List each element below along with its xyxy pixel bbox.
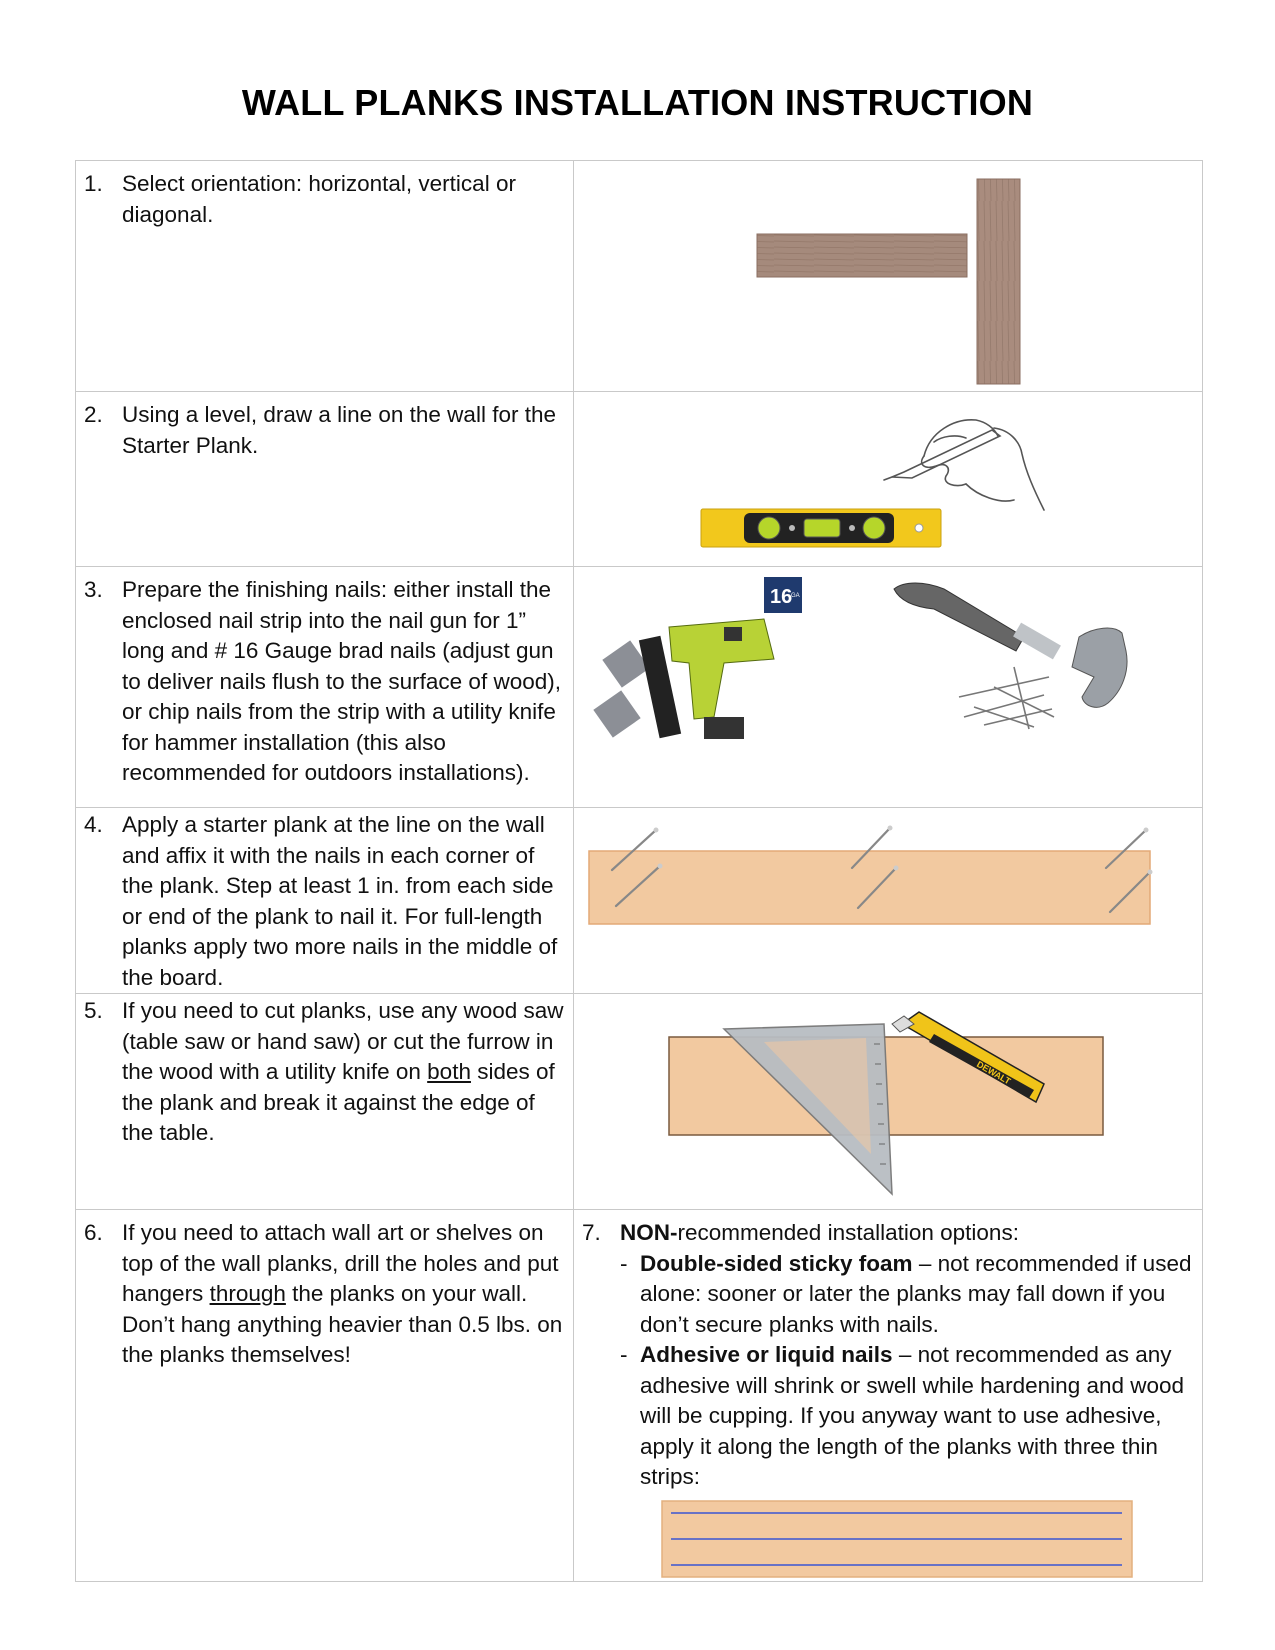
knife-brand: DEWALT [975, 1059, 1013, 1087]
step-7-lead: NON-recommended installation options: [620, 1220, 1019, 1245]
non-recommended-options [620, 1249, 1192, 1493]
step-number: 2. [84, 402, 103, 427]
table-row [76, 994, 1203, 1210]
level-figure [574, 392, 1202, 566]
table-row [76, 567, 1203, 808]
step-text: If you need to attach wall art or shelves on top of the wall planks, drill the holes and put hangers through the planks on your wall. Don’t hang anything heavier than 0.5 lbs. on the planks themselves! [122, 1220, 563, 1367]
table-row [76, 392, 1203, 567]
orientation-figure [574, 161, 1202, 391]
hammer-icon [894, 583, 1127, 707]
step-6-cell [76, 1210, 574, 1582]
adhesive-strips-figure [574, 1497, 1202, 1581]
nail-tools-figure [574, 567, 1202, 807]
hand-pencil-icon [884, 420, 1044, 510]
step-2-figure-cell [574, 392, 1203, 567]
step-7-cell [574, 1210, 1203, 1582]
page-title: WALL PLANKS INSTALLATION INSTRUCTION [241, 82, 1034, 123]
step-text: Using a level, draw a line on the wall for the Starter Plank. [122, 402, 556, 458]
step-5 [76, 994, 573, 1149]
step-text: If you need to cut planks, use any wood saw (table saw or hand saw) or cut the furrow in the wood with a utility knife on both sides of the plank and break it against the edge of the table. [122, 998, 564, 1145]
step-7 [574, 1210, 1202, 1493]
gauge-number: 16 [770, 586, 793, 608]
step-4 [76, 808, 573, 993]
step-text: Prepare the finishing nails: either install the enclosed nail strip into the nail gun for 1” long and # 16 Gauge brad nails (adjust gun to deliver nails flush to the surface of wood), or chip nails from the strip with a utility knife for hammer installation (this also recommended for outdoors installations). [122, 577, 561, 785]
spirit-level-icon [701, 509, 941, 547]
step-4-figure-cell [574, 808, 1203, 994]
instruction-table [75, 160, 1203, 1582]
table-row [76, 1210, 1203, 1582]
vertical-plank [977, 179, 1020, 384]
step-number: 4. [84, 812, 103, 837]
step-1-cell [76, 161, 574, 392]
nail-gun-icon [639, 619, 774, 739]
step-1-figure-cell [574, 161, 1203, 392]
table-row [76, 808, 1203, 994]
step-number: 1. [84, 171, 103, 196]
step-2 [76, 392, 573, 461]
step-4-cell [76, 808, 574, 994]
nail-gauge-badge [764, 577, 802, 613]
gauge-suffix: GA [791, 593, 800, 599]
step-1 [76, 161, 573, 230]
step-number: 7. [582, 1220, 601, 1245]
step-5-figure-cell [574, 994, 1203, 1210]
step-number: 3. [84, 577, 103, 602]
step-3 [76, 567, 573, 789]
step-text: Apply a starter plank at the line on the wall and affix it with the nails in each corner of the plank. Step at least 1 in. from each side or end of the plank to nail it. For full-length planks apply two more nails in the middle of the board. [122, 812, 558, 990]
list-item: - Adhesive or liquid nails – not recommended as any adhesive will shrink or swell while hardening and wood will be cupping. If you anyway want to use adhesive, apply it along the length of the planks with three thin strips: [620, 1342, 1185, 1489]
step-3-figure-cell [574, 567, 1203, 808]
step-number: 6. [84, 1220, 103, 1245]
nail-strip-icon [593, 640, 649, 737]
step-text: Select orientation: horizontal, vertical or diagonal. [122, 171, 516, 227]
starter-plank [589, 851, 1150, 924]
step-2-cell [76, 392, 574, 567]
step-3-cell [76, 567, 574, 808]
step-5-cell [76, 994, 574, 1210]
step-number: 5. [84, 998, 103, 1023]
loose-nails-icon [959, 667, 1054, 729]
horizontal-plank [757, 234, 967, 277]
list-item: - Double-sided sticky foam – not recommended if used alone: sooner or later the planks may fall down if you don’t secure planks with nails. [620, 1250, 1192, 1337]
cutting-figure [574, 994, 1202, 1209]
table-row [76, 161, 1203, 392]
step-6 [76, 1210, 573, 1371]
starter-plank-figure [574, 808, 1202, 993]
